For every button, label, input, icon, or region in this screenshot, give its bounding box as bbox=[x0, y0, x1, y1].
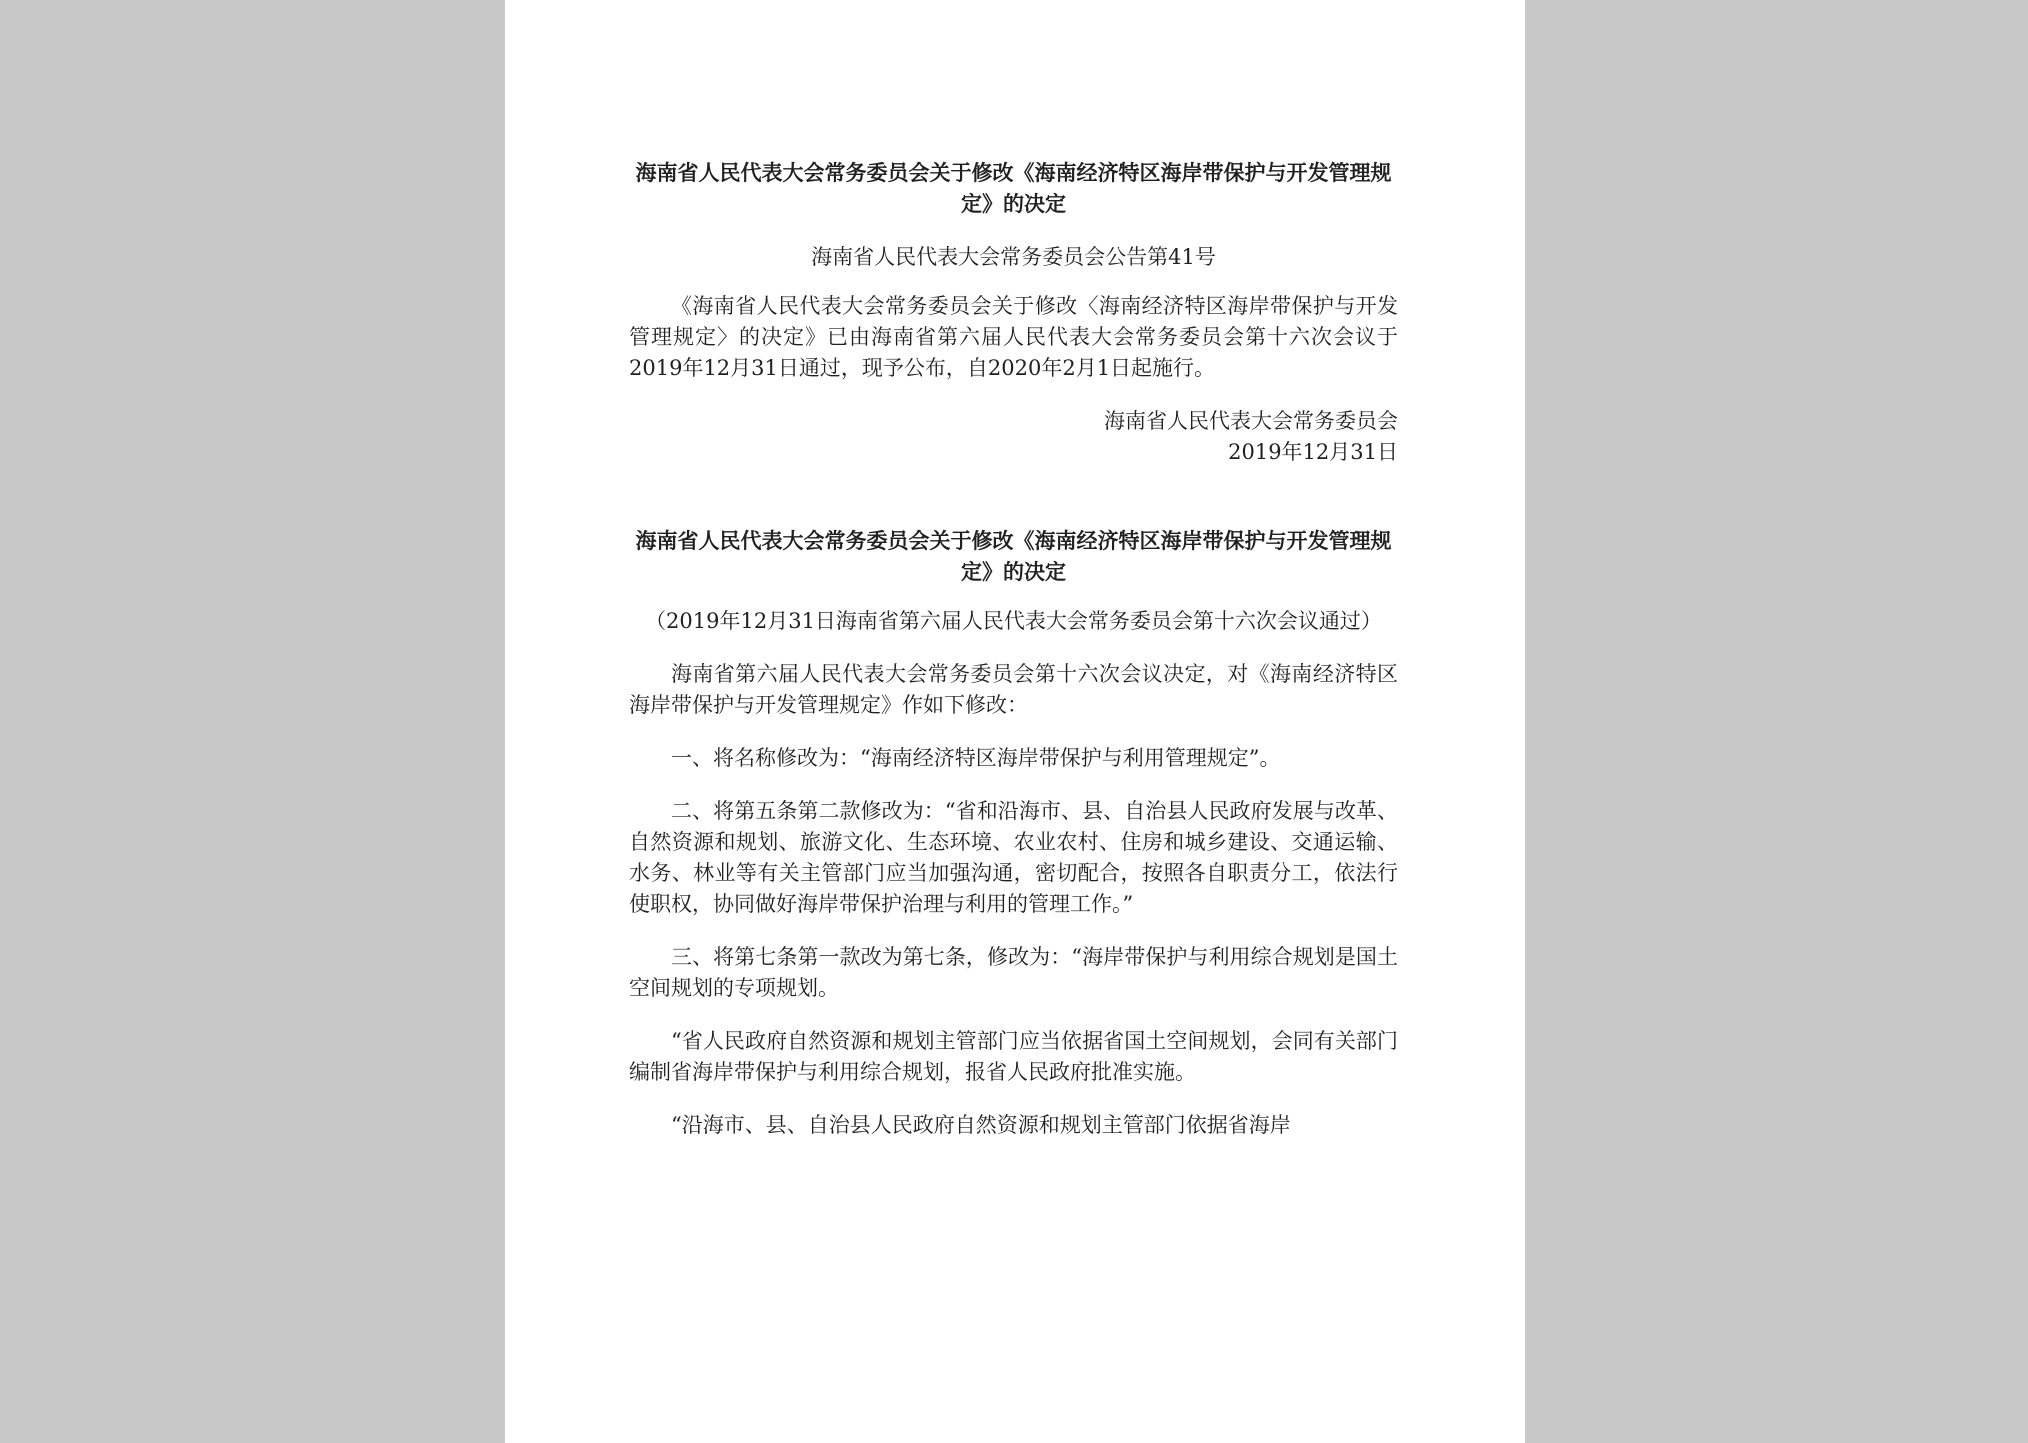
notice-title bbox=[629, 158, 1398, 220]
decision-title-text: 海南省人民代表大会常务委员会关于修改《海南经济特区海岸带保护与开发管理规定》的决定 bbox=[635, 529, 1392, 584]
decision-paragraph-3: 三、将第七条第一款改为第七条，修改为：“海岸带保护与利用综合规划是国土空间规划的专项规划。 bbox=[629, 945, 1398, 1000]
decision-paragraph-1: 一、将名称修改为：“海南经济特区海岸带保护与利用管理规定”。 bbox=[671, 746, 1281, 770]
notice-date: 2019年12月31日 bbox=[1228, 440, 1398, 464]
decision-title bbox=[629, 526, 1398, 588]
decision-paragraph-4: “省人民政府自然资源和规划主管部门应当依据省国土空间规划，会同有关部门编制省海岸带保护与利用综合规划，报省人民政府批准实施。 bbox=[629, 1029, 1398, 1084]
decision-paragraph-2: 二、将第五条第二款修改为：“省和沿海市、县、自治县人民政府发展与改革、自然资源和规划、旅游文化、生态环境、农业农村、住房和城乡建设、交通运输、水务、林业等有关主管部门应当加强沟通，密切配合，按照各自职责分工，依法行使职权，协同做好海岸带保护治理与利用的管理工作。” bbox=[629, 799, 1398, 916]
document-page bbox=[505, 0, 1525, 1443]
notice-title-text: 海南省人民代表大会常务委员会关于修改《海南经济特区海岸带保护与开发管理规定》的决定 bbox=[635, 161, 1392, 216]
decision-paragraph-5: “沿海市、县、自治县人民政府自然资源和规划主管部门依据省海岸 bbox=[671, 1113, 1291, 1137]
decision-paragraph-intro: 海南省第六届人民代表大会常务委员会第十六次会议决定，对《海南经济特区海岸带保护与开发管理规定》作如下修改： bbox=[629, 662, 1398, 717]
decision-adoption-note: （2019年12月31日海南省第六届人民代表大会常务委员会第十六次会议通过） bbox=[645, 609, 1382, 633]
notice-number: 海南省人民代表大会常务委员会公告第41号 bbox=[811, 245, 1216, 269]
notice-body: 《海南省人民代表大会常务委员会关于修改〈海南经济特区海岸带保护与开发管理规定〉的决定》已由海南省第六届人民代表大会常务委员会第十六次会议于2019年12月31日通过，现予公布，自2020年2月1日起施行。 bbox=[629, 294, 1398, 380]
notice-issuer: 海南省人民代表大会常务委员会 bbox=[1104, 409, 1398, 433]
